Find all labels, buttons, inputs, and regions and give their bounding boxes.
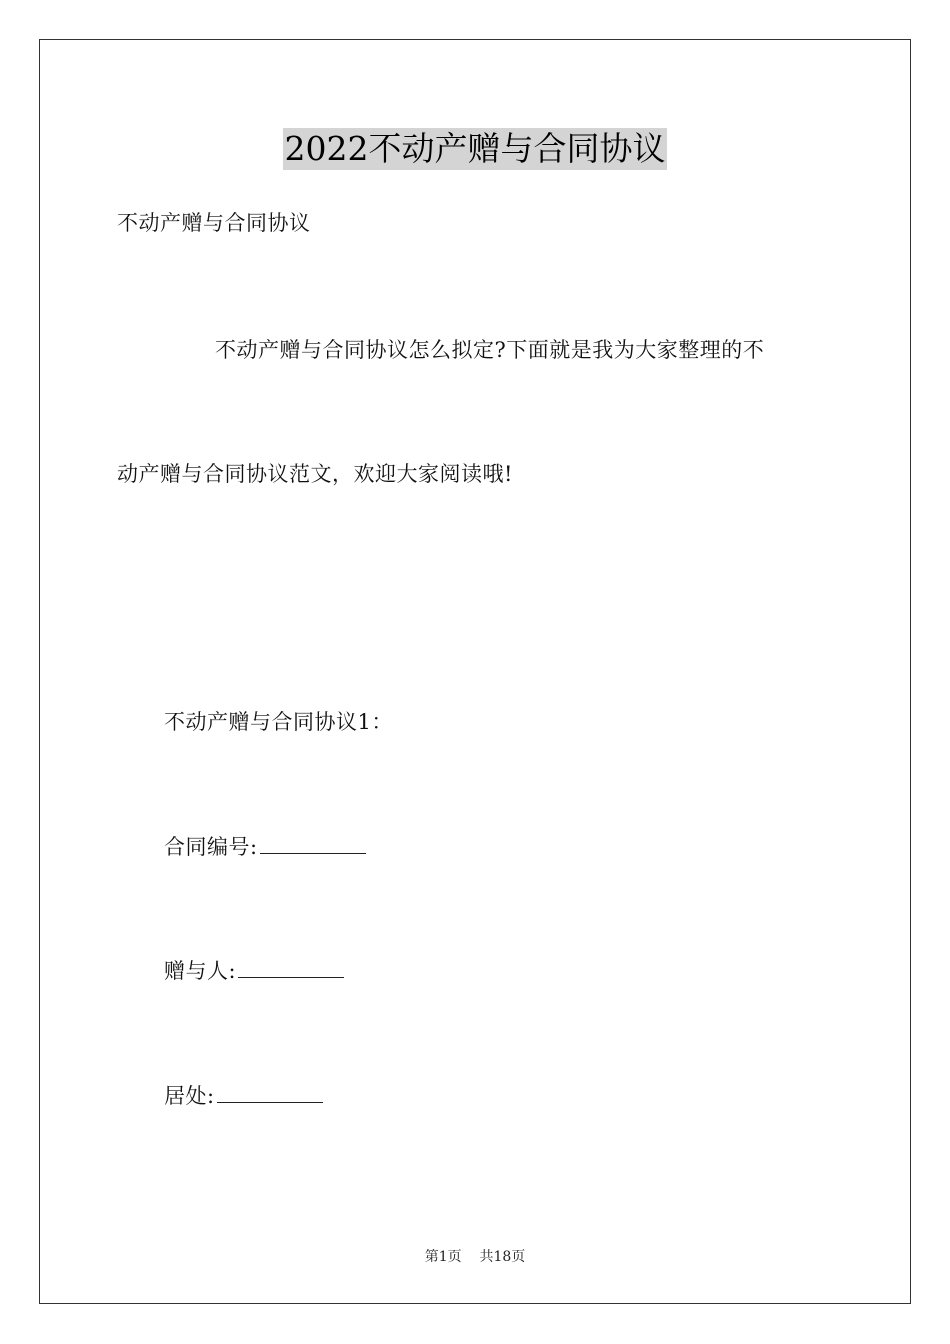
section-heading: 不动产赠与合同协议1： [164, 710, 393, 734]
intro-paragraph-line-2: 动产赠与合同协议范文，欢迎大家阅读哦! [117, 462, 513, 486]
residence-field [164, 1082, 323, 1110]
donor-field [164, 957, 344, 985]
donor-label: 赠与人: [164, 959, 237, 983]
contract-number-label: 合同编号: [164, 835, 258, 859]
residence-label: 居处: [164, 1084, 215, 1108]
page-footer [0, 1248, 950, 1266]
donor-blank [238, 957, 344, 978]
residence-blank [217, 1082, 323, 1103]
intro-paragraph-line-1: 不动产赠与合同协议怎么拟定?下面就是我为大家整理的不 [215, 338, 765, 362]
page-number: 第1页 [424, 1249, 462, 1265]
document-title: 2022不动产赠与合同协议 [284, 129, 666, 168]
title-container [0, 128, 950, 170]
total-pages: 共18页 [479, 1249, 526, 1265]
contract-number-field [164, 833, 366, 861]
document-subtitle: 不动产赠与合同协议 [117, 211, 311, 235]
contract-number-blank [260, 833, 366, 854]
